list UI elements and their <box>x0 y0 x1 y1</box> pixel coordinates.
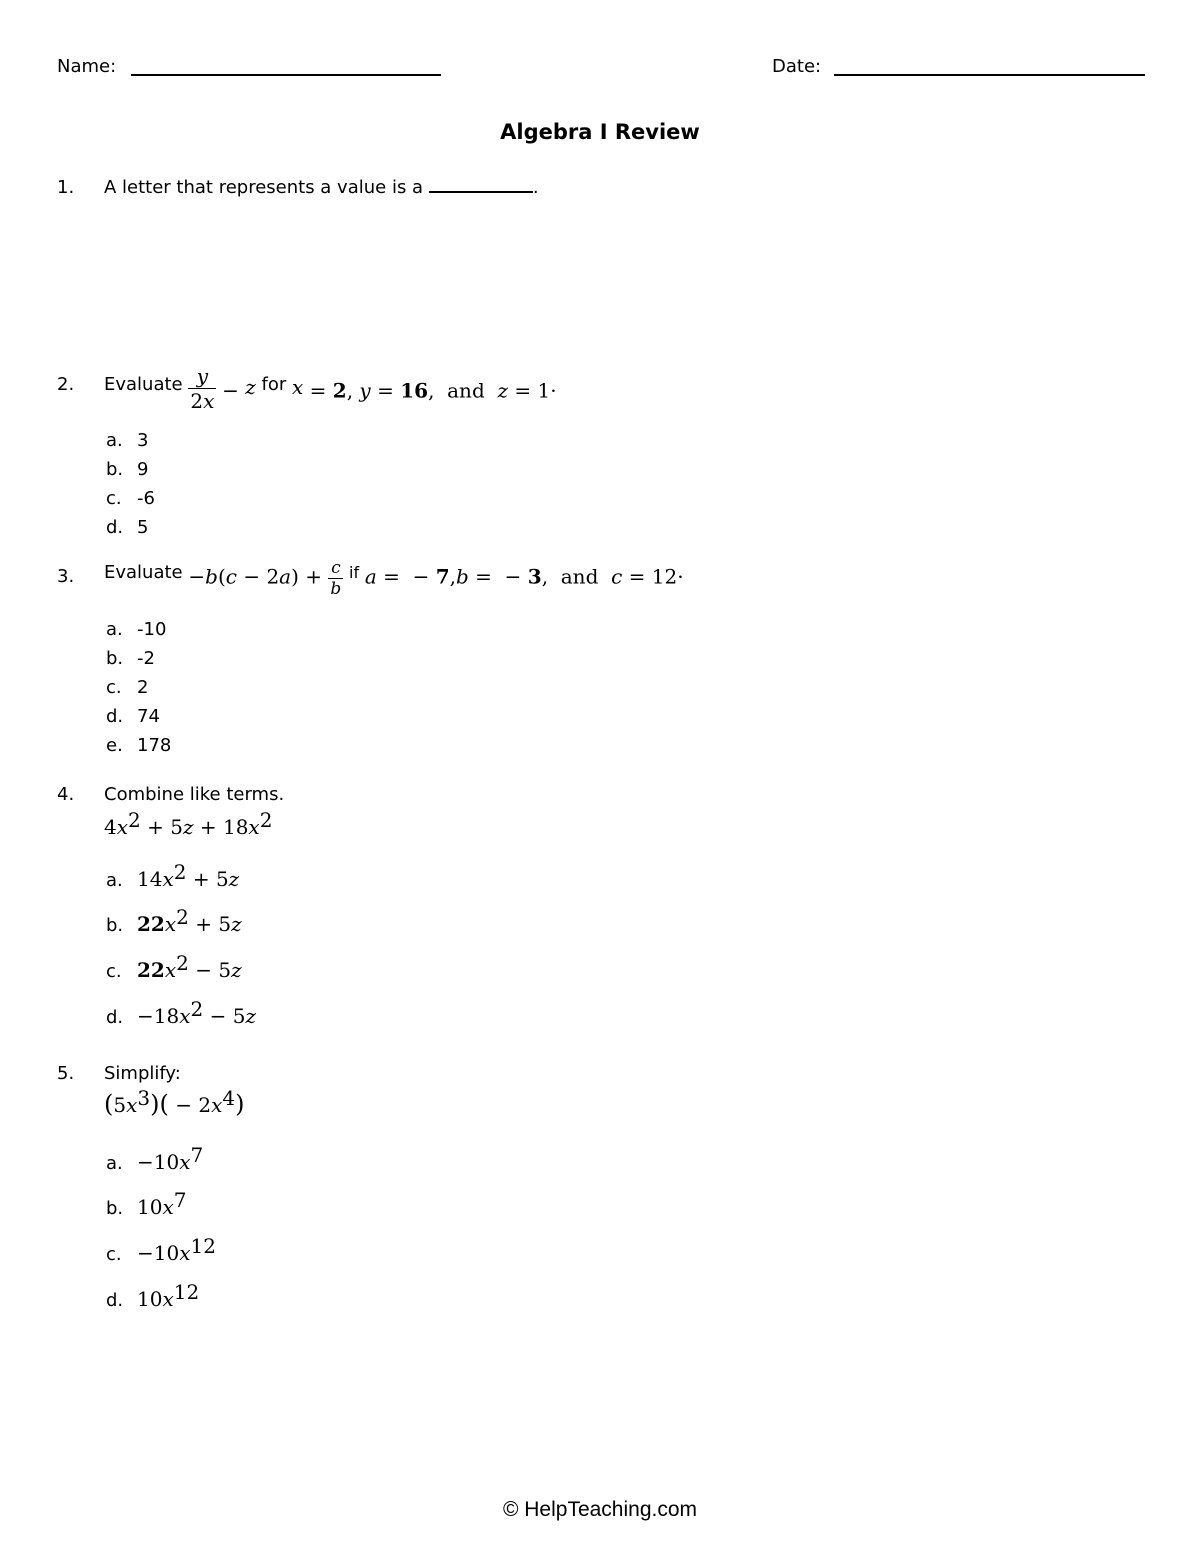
question-2-option-c[interactable]: c. -6 <box>106 488 155 509</box>
question-3-option-a[interactable]: a. -10 <box>106 619 167 640</box>
question-4-option-a[interactable]: a. $14x^2 + 5z$ <box>106 860 240 891</box>
question-4-number: 4. <box>57 784 75 805</box>
question-3-number: 3. <box>57 566 75 587</box>
question-4-option-d[interactable]: d. $-18x^2 - 5z$ <box>106 997 256 1028</box>
question-2-option-a[interactable]: a. 3 <box>106 430 149 451</box>
question-2-prompt: Evaluate $\frac{y}{2x}$ − z for x = 2, y = 16, and z = 1· <box>104 364 557 413</box>
name-label: Name: <box>57 56 117 77</box>
question-3-option-b[interactable]: b. -2 <box>106 648 155 669</box>
page-title: Algebra I Review <box>500 120 700 144</box>
question-3-option-e[interactable]: e. 178 <box>106 735 172 756</box>
question-5-option-c[interactable]: c. $-10x^{12}$ <box>106 1234 216 1265</box>
question-3-fraction: $\frac{c}{b}$ <box>330 558 342 599</box>
question-4-option-b[interactable]: b. $22x^2 + 5z$ <box>106 905 242 936</box>
question-3-if: if <box>349 562 360 582</box>
answer-blank[interactable] <box>429 177 533 193</box>
question-5-prompt: Simplify: <box>104 1063 181 1084</box>
question-5-number: 5. <box>57 1063 75 1084</box>
question-3-prompt: Evaluate −b(c − 2a) + $\frac{c}{b}$ if a = − 7,b = − 3, and c = 12· <box>104 558 684 599</box>
date-label: Date: <box>772 56 822 77</box>
question-4-expression: $4x^2 + 5z + 18x^2$ <box>104 808 273 839</box>
question-3-option-d[interactable]: d. 74 <box>106 706 160 727</box>
question-2-option-b[interactable]: b. 9 <box>106 459 149 480</box>
question-5-option-a[interactable]: a. $-10x^7$ <box>106 1143 204 1174</box>
question-5-option-d[interactable]: d. $10x^{12}$ <box>106 1280 200 1311</box>
name-field[interactable] <box>131 74 441 76</box>
question-1-text <box>104 177 539 198</box>
question-5-expression: $(5x^3)( - 2x^4)$ <box>104 1086 245 1118</box>
question-1-number: 1. <box>57 177 75 198</box>
question-4-option-c[interactable]: c. $22x^2 - 5z$ <box>106 951 242 982</box>
question-2-for: for <box>261 373 287 395</box>
question-2-evaluate: Evaluate <box>104 374 183 395</box>
question-1-period: . <box>532 177 539 198</box>
question-2-option-d[interactable]: d. 5 <box>106 517 149 538</box>
question-2-fraction: $\frac{y}{2x}$ <box>190 364 215 413</box>
question-2-number: 2. <box>57 374 75 395</box>
question-4-prompt: Combine like terms. <box>104 784 285 805</box>
question-1-text-before: A letter that represents a value is a <box>104 177 424 198</box>
date-field[interactable] <box>834 74 1145 76</box>
footer-copyright: © HelpTeaching.com <box>502 1498 698 1521</box>
question-3-evaluate: Evaluate <box>104 561 183 583</box>
question-3-option-c[interactable]: c. 2 <box>106 677 149 698</box>
question-5-option-b[interactable]: b. $10x^7$ <box>106 1188 187 1219</box>
